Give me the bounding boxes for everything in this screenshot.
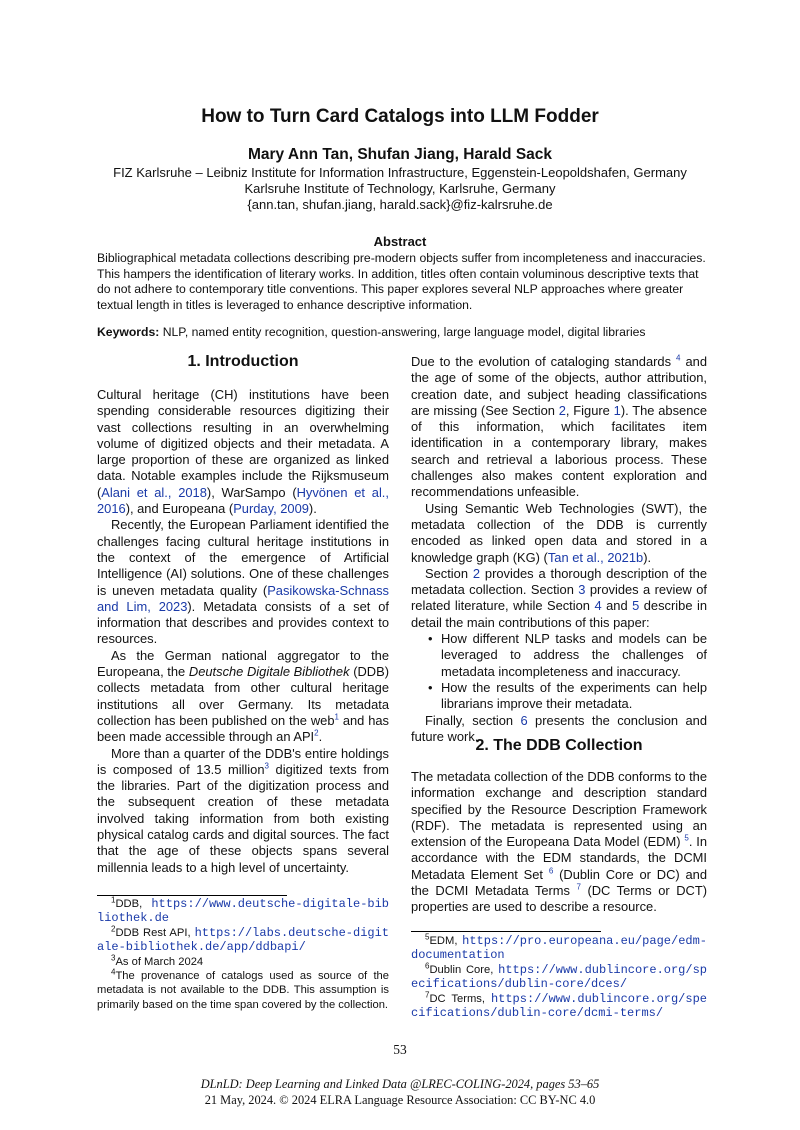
author-emails: {ann.tan, shufan.jiang, harald.sack}@fiz-kalrsruhe.de (247, 197, 553, 212)
figure-reference[interactable]: 1 (613, 402, 621, 418)
paragraph-continuation: Due to the evolution of cataloging standards $^4$ and the age of some of the objects, author attribution, creation date, and subject heading classifications are missing (See Section 2, Figure 1). The absence of this information, which facilitates item identification in a contemporary library, makes search and retrieval a laborious process. These challenges also makes content exploration and recommendations unfeasible. (411, 353, 707, 500)
footer-license: 21 May, 2024. © 2024 ELRA Language Resource Association: CC BY-NC 4.0 (204, 1093, 596, 1107)
abstract-heading: Abstract (373, 234, 427, 249)
abstract-text: Bibliographical metadata collections describing pre-modern objects suffer from incompleteness and inaccuracies. This hampers the identification of literary works. In addition, titles often contain voluminous descriptive texts that do not adhere to contemporary title conventions. This paper explores several NLP approaches where greater textual length in titles is leveraged to enhance descriptive information. (97, 251, 706, 312)
footnote-url[interactable]: https://labs.deutsche-digitale-bibliothek.de/app/ddbapi/ (97, 925, 389, 955)
footnotes-right (411, 934, 707, 1020)
citation-link[interactable]: Pasikowska-Schnass and Lim, 2023 (97, 582, 389, 614)
keywords-label: Keywords: (97, 325, 160, 339)
footnote-url[interactable]: https://www.dublincore.org/specifications/dublin-core/dces/ (411, 962, 707, 992)
footnote-url[interactable]: https://www.deutsche-digitale-bibliothek.de (97, 897, 389, 926)
keywords-text: NLP, named entity recognition, question-answering, large language model, digital libraries (159, 325, 646, 339)
citation-link[interactable]: Alani et al., 2018 (101, 484, 207, 500)
footnote-2: $^2$DDB Rest API, https://labs.deutsche-digitale-bibliothek.de/app/ddbapi/ (97, 924, 389, 955)
footnote-marker[interactable]: 2 (314, 728, 319, 738)
affiliation-fiz: FIZ Karlsruhe – Leibniz Institute for Information Infrastructure, Eggenstein-Leopoldshafen, Germany (113, 165, 687, 180)
emphasis-ddb: Deutsche Digitale Bibliothek (188, 664, 350, 680)
footnote-rule (411, 931, 601, 932)
section-heading-ddb-collection: 2. The DDB Collection (475, 737, 643, 754)
paragraph: As the German national aggregator to the Europeana, the Deutsche Digitale Bibliothek (DDB) collects metadata from other cultural heritage institutions all over Germany. Its metadata collection has been published on the web$^1$ and has been made accessible through an API$^2$. (97, 647, 389, 745)
list-item: • How the results of the experiments can help librarians improve their metadata. (441, 680, 707, 713)
footnote-url[interactable]: https://pro.europeana.eu/page/edm-documentation (411, 934, 707, 963)
citation-link[interactable]: Hyvönen et al., 2016 (97, 484, 389, 517)
paragraph: Section 2 provides a thorough description of the metadata collection. Section 3 provides a review of related literature, while Section 4 and 5 describe in detail the main contributions of this paper: (411, 565, 708, 630)
footnote-7: $^7$DC Terms, https://www.dublincore.org/specifications/dublin-core/dcmi-terms/ (411, 989, 707, 1021)
section-reference[interactable]: 3 (578, 582, 586, 598)
list-item: • How different NLP tasks and models can be leveraged to address the challenges of metadata incompleteness and inaccuracy. (441, 631, 707, 680)
footnote-1: $^1$DDB, https://www.deutsche-digitale-bibliothek.de (97, 895, 389, 926)
footnote-5: $^5$EDM, https://pro.europeana.eu/page/edm-documentation (411, 932, 707, 963)
footnote-3: $^3$As of March 2024 (111, 952, 204, 968)
footer-venue: DLnLD: Deep Learning and Linked Data @LREC-COLING-2024, pages 53–65 (200, 1077, 600, 1091)
paragraph: The metadata collection of the DDB conforms to the information exchange and description standard specified by the Resource Description Framework (RDF). The metadata is represented using an extension of the Europeana Data Model (EDM) $^5$. In accordance with the EDM standards, the DCMI Metadata Element Set $^6$ (Dublin Core or DC) and the DCMI Metadata Terms $^7$ (DC Terms or DCT) properties are used to describe a resource. (411, 769, 707, 915)
paragraph: Recently, the European Parliament identified the challenges facing cultural heritage institutions in the context of the emergence of Artificial Intelligence (AI) solutions. One of these challenges is uneven metadata quality (Pasikowska-Schnass and Lim, 2023). Metadata consists of a set of information that describes and provides context to resources. (97, 517, 389, 647)
footnote-marker[interactable]: 1 (334, 712, 339, 722)
page-number: 53 (393, 1042, 407, 1057)
footnote-marker[interactable]: 6 (548, 866, 554, 876)
section-heading-introduction: 1. Introduction (187, 353, 299, 370)
left-column (97, 387, 389, 876)
paragraph: Using Semantic Web Technologies (SWT), the metadata collection of the DDB is currently encoded as linked open data and stored in a knowledge graph (KG) (Tan et al., 2021b). (411, 500, 707, 565)
footnote-6: $^6$Dublin Core, https://www.dublincore.org/specifications/dublin-core/dces/ (411, 961, 707, 992)
section-reference[interactable]: 4 (594, 598, 602, 614)
affiliation-kit: Karlsruhe Institute of Technology, Karlsruhe, Germany (244, 181, 556, 196)
footnote-marker[interactable]: 4 (676, 353, 681, 363)
section-reference[interactable]: 2 (472, 565, 481, 581)
footnote-marker[interactable]: 3 (264, 761, 269, 771)
footnote-4: $^4$The provenance of catalogs used as source of the metadata is not available to the DDB. This assumption is primarily based on the time span covered by the collection. (97, 967, 389, 1011)
paragraph: Finally, section 6 presents the conclusion and future work. (411, 712, 707, 744)
paper-title: How to Turn Card Catalogs into LLM Fodder (201, 106, 599, 127)
paragraph: More than a quarter of the DDB's entire holdings is composed of 13.5 million$^3$ digitized texts from the libraries. Part of the digitization process and the subsequent creation of these metadata involved taking information from both existing physical catalog cards and digital sources. The fact that the age of these objects spans several millennia leads to a high level of uncertainty. (97, 745, 390, 875)
paragraph: Cultural heritage (CH) institutions have been spending considerable resources digitizing their vast collections resulting in an overwhelming volume of digitized objects and their metadata. A large proportion of these are organized as linked data. Notable examples include the Rijksmuseum (Alani et al., 2018), WarSampo (Hyvönen et al., 2016), and Europeana (Purday, 2009). (97, 387, 389, 517)
section-reference[interactable]: 6 (520, 712, 528, 728)
ddb-section-body (411, 769, 707, 916)
section-reference[interactable]: 2 (558, 402, 566, 418)
footnote-marker[interactable]: 5 (684, 833, 689, 843)
footnotes-left (97, 897, 389, 1012)
citation-link[interactable]: Tan et al., 2021b (547, 549, 644, 565)
footnote-marker[interactable]: 7 (576, 882, 581, 892)
citation-link[interactable]: Purday, 2009 (233, 501, 309, 517)
footnote-rule (97, 895, 287, 896)
footnote-url[interactable]: https://www.dublincore.org/specifications/dublin-core/dcmi-terms/ (411, 991, 707, 1021)
keywords (97, 325, 707, 339)
author-list: Mary Ann Tan, Shufan Jiang, Harald Sack (247, 146, 553, 163)
contribution-list (411, 631, 707, 712)
right-column (411, 354, 707, 745)
section-reference[interactable]: 5 (632, 598, 640, 614)
